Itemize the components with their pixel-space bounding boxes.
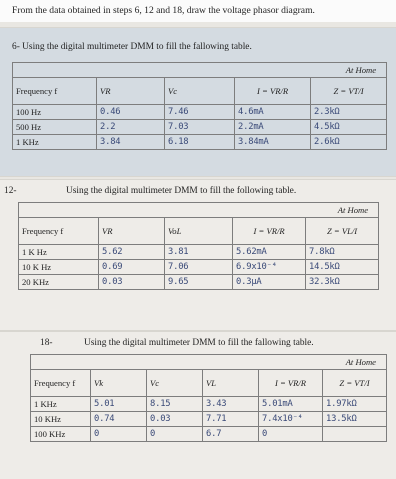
cell-vc: 0 [147,427,203,442]
table-6-at-home: At Home [235,63,387,78]
cell-frequency: 10 KHz [31,412,91,427]
cell-frequency: 1 K Hz [19,245,99,260]
table-row [31,412,387,427]
col-current: I = VR/R [235,78,311,105]
table-row [19,245,379,260]
cell-impedance [323,427,387,442]
cell-vk: 5.01 [91,397,147,412]
section-6-title: 6- Using the digital multimeter DMM to fill the fallowing table. [12,42,252,52]
cell-impedance: 14.5kΩ [306,260,379,275]
cell-vl: 7.71 [203,412,259,427]
cell-impedance: 1.97kΩ [323,397,387,412]
cell-frequency: 1 KHz [31,397,91,412]
table-6-blank-cell [13,63,235,78]
cell-impedance: 4.5kΩ [311,120,387,135]
cell-current: 0.3μA [233,275,306,290]
table-12 [18,202,379,290]
cell-frequency: 100 KHz [31,427,91,442]
cell-frequency: 20 KHz [19,275,99,290]
cell-vl: 3.43 [203,397,259,412]
cell-vk: 0.74 [91,412,147,427]
cell-vol: 9.65 [165,275,233,290]
table-12-header-row [19,218,379,245]
cell-current: 6.9x10⁻⁴ [233,260,306,275]
cell-vc: 7.03 [165,120,235,135]
cell-vl: 6.7 [203,427,259,442]
table-row [13,120,387,135]
cell-frequency: 10 K Hz [19,260,99,275]
instruction-text: From the data obtained in steps 6, 12 and 18, draw the voltage phasor diagram. [12,5,315,16]
table-18-blank-cell [31,355,259,370]
cell-current: 7.4x10⁻⁴ [259,412,323,427]
instruction-line [0,0,396,22]
cell-vr: 3.84 [97,135,165,150]
col-vr: VR [97,78,165,105]
table-18 [30,354,387,442]
col-impedance: Z = VL/I [306,218,379,245]
cell-frequency: 100 Hz [13,105,97,120]
section-12-sheet [0,180,396,330]
col-frequency: Frequency f [13,78,97,105]
col-vc: Vc [147,370,203,397]
table-row [19,260,379,275]
cell-frequency: 1 KHz [13,135,97,150]
table-12-at-home: At Home [233,203,379,218]
cell-vr: 2.2 [97,120,165,135]
cell-impedance: 13.5kΩ [323,412,387,427]
cell-vr: 0.03 [99,275,165,290]
table-12-blank-cell [19,203,233,218]
table-row [13,105,387,120]
section-12-number: 12- [4,186,17,196]
col-vc: Vc [165,78,235,105]
col-current: I = VR/R [259,370,323,397]
cell-impedance: 32.3kΩ [306,275,379,290]
cell-vk: 0 [91,427,147,442]
cell-current: 3.84mA [235,135,311,150]
col-vr: VR [99,218,165,245]
section-12-title: Using the digital multimeter DMM to fill the following table. [66,186,297,196]
cell-current: 2.2mA [235,120,311,135]
cell-vr: 5.62 [99,245,165,260]
cell-vr: 0.69 [99,260,165,275]
col-impedance: Z = VT/I [311,78,387,105]
table-row [31,397,387,412]
section-18-title: Using the digital multimeter DMM to fill the fallowing table. [84,338,314,348]
cell-current: 5.01mA [259,397,323,412]
cell-frequency: 500 Hz [13,120,97,135]
cell-current: 0 [259,427,323,442]
cell-vc: 6.18 [165,135,235,150]
table-row [19,275,379,290]
cell-current: 5.62mA [233,245,306,260]
cell-current: 4.6mA [235,105,311,120]
col-impedance: Z = VT/I [323,370,387,397]
table-6-header-row [13,78,387,105]
cell-vr: 0.46 [97,105,165,120]
cell-vc: 7.46 [165,105,235,120]
col-frequency: Frequency f [31,370,91,397]
col-vol: VoL [165,218,233,245]
cell-impedance: 2.3kΩ [311,105,387,120]
col-vk: Vk [91,370,147,397]
col-vl: VL [203,370,259,397]
col-frequency: Frequency f [19,218,99,245]
cell-impedance: 7.8kΩ [306,245,379,260]
col-current: I = VR/R [233,218,306,245]
table-row [31,427,387,442]
table-18-at-home: At Home [259,355,387,370]
cell-vc: 0.03 [147,412,203,427]
table-18-header-row [31,370,387,397]
section-18-number: 18- [40,338,53,348]
section-6-sheet [0,28,396,176]
table-6 [12,62,387,150]
cell-vol: 3.81 [165,245,233,260]
cell-vol: 7.06 [165,260,233,275]
table-row [13,135,387,150]
cell-impedance: 2.6kΩ [311,135,387,150]
section-18-sheet [0,332,396,479]
cell-vc: 8.15 [147,397,203,412]
